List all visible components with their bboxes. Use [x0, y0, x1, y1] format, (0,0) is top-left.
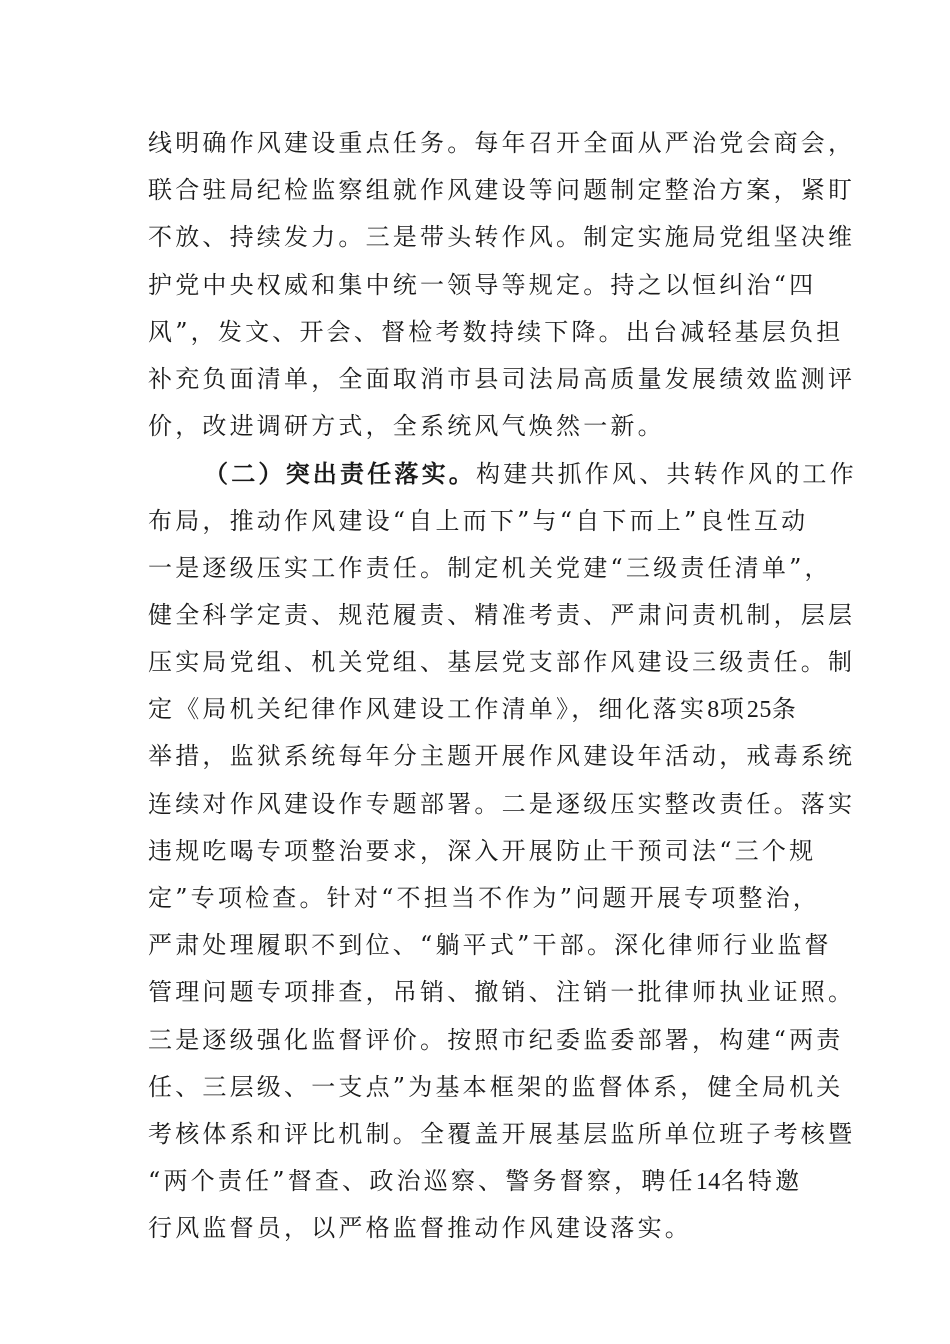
text-line: 线明确作风建设重点任务。每年召开全面从严治党会商会，: [148, 129, 856, 157]
text-line: 考核体系和评比机制。全覆盖开展基层监所单位班子考核暨: [148, 1119, 856, 1148]
text-line: 三是逐级强化监督评价。按照市纪委监委部署，构建“两责: [148, 1025, 844, 1054]
text-line: 严肃处理履职不到位、“躺平式”干部。深化律师行业监督: [148, 931, 832, 960]
text-line: 举措，监狱系统每年分主题开展作风建设年活动，戒毒系统: [148, 742, 856, 771]
text-line: [148, 1158, 828, 1205]
count-articles: 25: [746, 697, 772, 724]
text-line: 连续对作风建设作专题部署。二是逐级压实整改责任。落实: [148, 789, 856, 818]
paragraph-start-line: [148, 450, 857, 497]
text-line: 行风监督员，以严格监督推动作风建设落实。: [148, 1214, 692, 1243]
text-line: 定”专项检查。针对“不担当不作为”问题开展专项整治，: [148, 884, 821, 912]
text-segment: 定《局机关纪律作风建设工作清单》，细化落实: [148, 695, 708, 724]
text-line: 布局，推动作风建设“自上而下”与“自下而上”良性互动: [148, 506, 809, 535]
count-supervisors: 14: [695, 1169, 721, 1196]
text-line: 一是逐级压实工作责任。制定机关党建“三级责任清单”，: [148, 553, 832, 582]
text-line: 违规吃喝专项整治要求，深入开展防止干预司法“三个规: [148, 836, 817, 865]
unit-items: 项: [719, 695, 747, 724]
text-line: 联合驻局纪检监察组就作风建设等问题制定整治方案，紧盯: [148, 176, 856, 205]
text-line: 健全科学定责、规范履责、精准考责、严肃问责机制，层层: [148, 600, 856, 629]
text-line: 补充负面清单，全面取消市县司法局高质量发展绩效监测评: [148, 364, 856, 393]
text-line: 任、三层级、一支点”为基本框架的监督体系，健全局机关: [148, 1072, 844, 1101]
text-line: 不放、持续发力。三是带头转作风。制定实施局党组坚决维: [148, 223, 856, 252]
text-line: 风”，发文、开会、督检考数持续下降。出台减轻基层负担: [148, 317, 844, 346]
text-line: 管理问题专项排查，吊销、撤销、注销一批律师执业证照。: [148, 978, 856, 1007]
text-line: 价，改进调研方式，全系统风气焕然一新。: [148, 412, 665, 441]
text-segment: 名特邀: [720, 1167, 803, 1196]
count-items: 8: [707, 697, 720, 724]
text-line: 压实局党组、机关党组、基层党支部作风建设三级责任。制: [148, 648, 856, 677]
text-line: [148, 686, 828, 733]
document-body: [148, 120, 857, 1253]
section-heading: （二）突出责任落实。: [204, 459, 476, 489]
unit-articles: 条: [771, 695, 800, 724]
text-line: 护党中央权威和集中统一领导等规定。持之以恒纠治“四: [148, 270, 817, 299]
text-segment: “两个责任”督查、政治巡察、警务督察，聘任: [148, 1167, 696, 1196]
text-segment: 构建共抓作风、共转作风的工作: [476, 460, 857, 489]
